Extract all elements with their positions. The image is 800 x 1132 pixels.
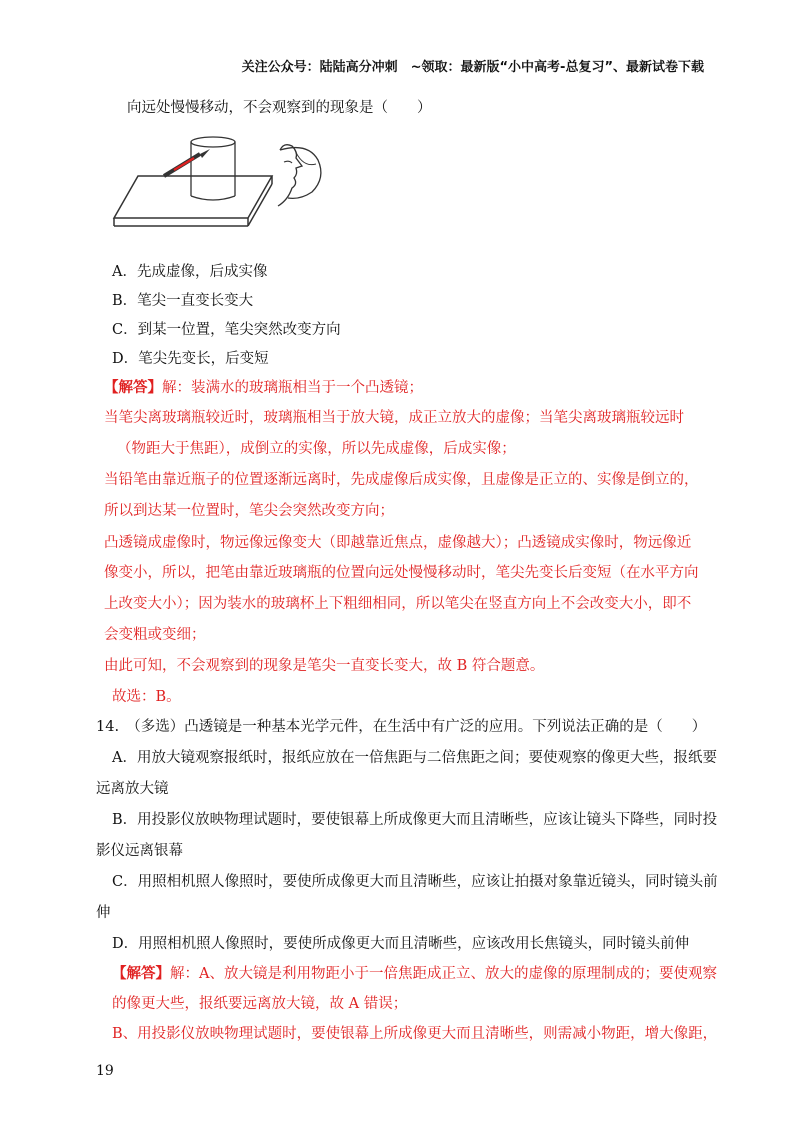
q13-option-b: B．笔尖一直变长变大 bbox=[112, 293, 254, 309]
q13-answer-line-7: 像变小，所以，把笔由靠近玻璃瓶的位置向远处慢慢移动时，笔尖先变长后变短（在水平方向 bbox=[104, 565, 699, 581]
q14-option-c-line-1: C．用照相机照人像照时，要使所成像更大而且清晰些，应该让拍摄对象靠近镜头，同时镜头前 bbox=[112, 874, 718, 890]
q13-answer-line-4: 当铅笔由靠近瓶子的位置逐渐远离时，先成虚像后成实像，且虚像是正立的、实像是倒立的， bbox=[104, 472, 699, 488]
observer-face bbox=[278, 145, 302, 206]
q13-answer-line-9: 会变粗或变细； bbox=[104, 627, 206, 643]
q14-answer-line-2: 的像更大些，报纸要远离放大镜，故 A 错误； bbox=[112, 996, 408, 1012]
bottle-bottom bbox=[191, 196, 235, 200]
q14-option-b-line-1: B．用投影仪放映物理试题时，要使银幕上所成像更大而且清晰些，应该让镜头下降些，同时投 bbox=[112, 812, 718, 828]
q14-option-a-line-2: 远离放大镜 bbox=[96, 781, 169, 797]
observer-hair bbox=[294, 148, 316, 165]
observer-head bbox=[280, 148, 321, 199]
page-header: 关注公众号：陆陆高分冲刺 ~领取：最新版“小中高考-总复习”、最新试卷下载 bbox=[241, 60, 704, 75]
q14-option-a-line-1: A．用放大镜观察报纸时，报纸应放在一倍焦距与二倍焦距之间；要使观察的像更大些，报纸要 bbox=[112, 750, 717, 766]
page-number: 19 bbox=[96, 1063, 114, 1079]
q14-option-c-line-2: 伸 bbox=[96, 905, 111, 921]
q13-answer-line-5: 所以到达某一位置时，笔尖会突然改变方向； bbox=[104, 503, 394, 519]
table-edge-side bbox=[248, 184, 272, 226]
bottle-top bbox=[191, 137, 235, 147]
q13-answer-line-6: 凸透镜成虚像时，物远像远像变大（即越靠近焦点，虚像越大）；凸透镜成实像时，物远像近 bbox=[104, 535, 692, 551]
q13-answer-line-3: （物距大于焦距），成倒立的实像，所以先成虚像，后成实像； bbox=[117, 441, 516, 457]
q14-option-d: D．用照相机照人像照时，要使所成像更大而且清晰些，应该改用长焦镜头，同时镜头前伸 bbox=[112, 936, 690, 952]
q14-answer-tag: 【解答】 bbox=[112, 965, 170, 982]
question-13-stem-tail: 向远处慢慢移动，不会观察到的现象是（ ） bbox=[127, 100, 432, 116]
q13-answer-line-8: 上改变大小）；因为装水的玻璃杯上下粗细相同，所以笔尖在竖直方向上不会改变大小，即不 bbox=[104, 596, 692, 612]
q14-answer-line-3: B、用投影仪放映物理试题时，要使银幕上所成像更大而且清晰些，则需减小物距，增大像距， bbox=[112, 1026, 718, 1042]
q14-option-b-line-2: 影仪远离银幕 bbox=[96, 843, 183, 859]
q13-answer-tag: 【解答】 bbox=[104, 379, 162, 396]
observer-eye bbox=[284, 161, 292, 163]
q13-choice: 故选：B。 bbox=[112, 689, 181, 705]
q13-answer-line-1: 【解答】解：装满水的玻璃瓶相当于一个凸透镜； bbox=[104, 379, 423, 396]
q13-answer-line-10: 由此可知，不会观察到的现象是笔尖一直变长变大，故 B 符合题意。 bbox=[104, 658, 545, 674]
q13-answer-line-2: 当笔尖离玻璃瓶较近时，玻璃瓶相当于放大镜，成正立放大的虚像；当笔尖离玻璃瓶较远时 bbox=[104, 410, 684, 426]
pen-bottle-figure bbox=[112, 134, 347, 230]
q13-option-d: D．笔尖先变长，后变短 bbox=[112, 351, 269, 367]
question-14-stem: 14. （多选）凸透镜是一种基本光学元件，在生活中有广泛的应用。下列说法正确的是（ ） bbox=[96, 719, 707, 735]
q13-option-c: C．到某一位置，笔尖突然改变方向 bbox=[112, 322, 341, 338]
pencil-tip bbox=[200, 149, 210, 158]
q13-option-a: A．先成虚像，后成实像 bbox=[112, 264, 268, 280]
q14-answer-line-1: 【解答】解：A、放大镜是利用物距小于一倍焦距成正立、放大的虚像的原理制成的；要使观察 bbox=[112, 965, 717, 982]
